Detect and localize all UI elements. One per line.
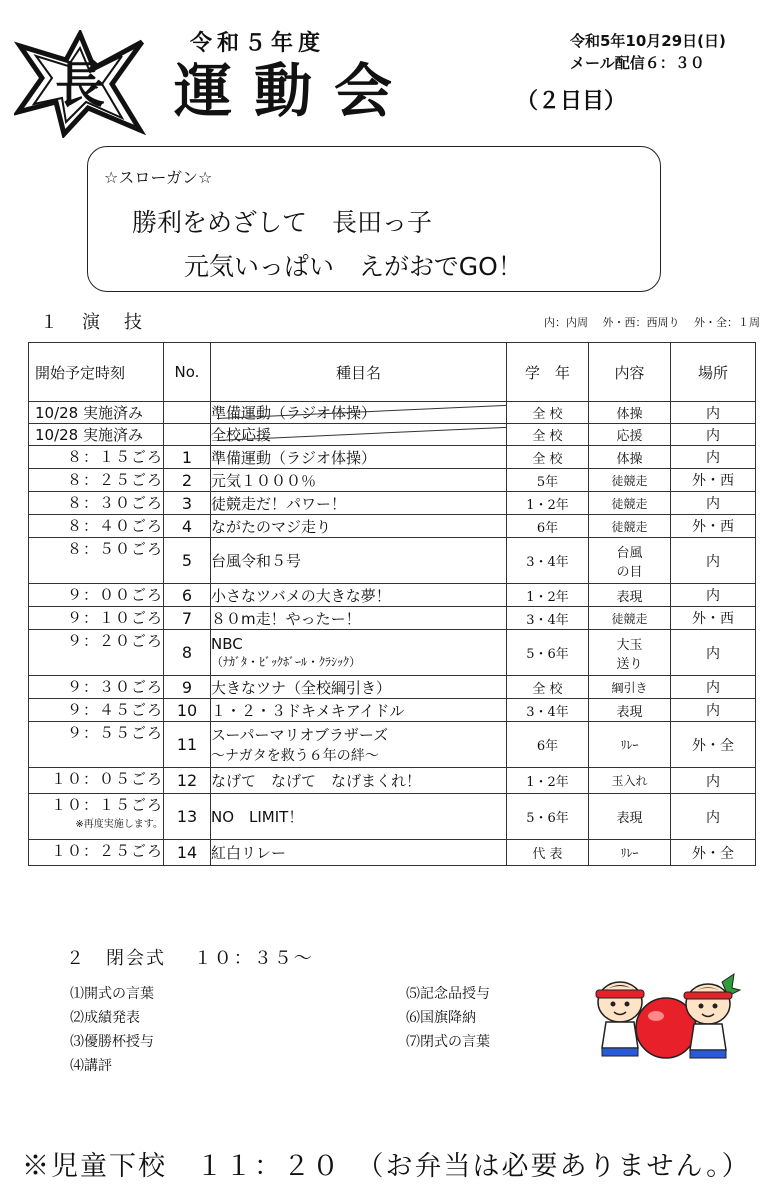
table-row xyxy=(29,768,756,794)
cell-event-name xyxy=(211,515,507,538)
cell-content xyxy=(589,584,671,607)
content-text: ﾘﾚｰ xyxy=(620,738,639,752)
table-row xyxy=(29,584,756,607)
cell-time xyxy=(29,699,164,722)
time-text: １０：１５ごろ xyxy=(50,796,163,814)
slogan-line-2: 元気いっぱい えがおでGO！ xyxy=(184,252,523,281)
header-content: 内容 xyxy=(589,343,671,402)
cell-content xyxy=(589,722,671,768)
section-2-title: ２ 閉会式 １０：３５～ xyxy=(66,948,314,969)
list-item: ⑸記念品授与 xyxy=(406,986,490,1002)
time-text: ９：００ごろ xyxy=(66,586,163,604)
cell-content xyxy=(589,492,671,515)
table-row xyxy=(29,424,756,446)
event-subtitle: ～ナガタを救う６年の絆～ xyxy=(211,748,379,764)
cell-place: 内 xyxy=(671,446,756,469)
cell-no: 12 xyxy=(164,768,211,794)
cell-content xyxy=(589,699,671,722)
cell-no xyxy=(164,424,211,446)
event-name: 紅白リレー xyxy=(211,844,287,862)
time-text: ９：２０ごろ xyxy=(66,632,163,650)
table-row xyxy=(29,607,756,630)
cell-no: 8 xyxy=(164,630,211,676)
cell-grade: 1・2年 xyxy=(507,584,589,607)
cell-no: 4 xyxy=(164,515,211,538)
cell-place: 内 xyxy=(671,424,756,446)
cell-place: 外・西 xyxy=(671,515,756,538)
mascot-illustration xyxy=(584,968,742,1068)
cell-no: 9 xyxy=(164,676,211,699)
cell-time xyxy=(29,424,164,446)
cell-grade: 6年 xyxy=(507,722,589,768)
event-name: NBC xyxy=(211,635,243,653)
cell-content xyxy=(589,676,671,699)
cell-place: 内 xyxy=(671,630,756,676)
content-text: 表現 xyxy=(616,589,643,605)
table-row xyxy=(29,794,756,840)
event-name: NO LIMIT！ xyxy=(211,808,304,826)
content-text-2: の目 xyxy=(616,564,643,580)
section-1-title: １ 演 技 xyxy=(40,312,145,333)
content-text: 表現 xyxy=(616,704,643,720)
content-text: 表現 xyxy=(616,811,643,826)
cell-event-name xyxy=(211,768,507,794)
event-name: 小さなツバメの大きな夢！ xyxy=(211,586,391,605)
cell-no: 7 xyxy=(164,607,211,630)
time-text: １０：２５ごろ xyxy=(50,842,163,860)
header-name: 種目名 xyxy=(211,343,507,402)
cell-event-name xyxy=(211,699,507,722)
list-item: ⑺閉式の言葉 xyxy=(406,1034,490,1050)
cell-no: 2 xyxy=(164,469,211,492)
time-text: ８：４０ごろ xyxy=(66,517,163,535)
cell-place: 内 xyxy=(671,676,756,699)
time-text: 10/28 実施済み xyxy=(35,426,143,444)
slogan-box xyxy=(87,146,661,292)
header-place: 場所 xyxy=(671,343,756,402)
time-text: ９：４５ごろ xyxy=(66,701,163,719)
cell-content xyxy=(589,630,671,676)
table-row xyxy=(29,630,756,676)
cell-grade: 全 校 xyxy=(507,424,589,446)
cell-event-name xyxy=(211,538,507,584)
content-text: 体操 xyxy=(616,451,643,467)
cell-time xyxy=(29,515,164,538)
cell-event-name xyxy=(211,492,507,515)
event-name: 徒競走だ！パワー！ xyxy=(211,494,347,513)
time-text: １０：０５ごろ xyxy=(50,770,163,788)
cell-content xyxy=(589,840,671,866)
table-row xyxy=(29,722,756,768)
cell-place: 内 xyxy=(671,768,756,794)
content-text-2: 送り xyxy=(616,656,643,672)
event-name: 元気１０００％ xyxy=(211,471,317,490)
program-table xyxy=(28,342,756,866)
time-text: ９：１０ごろ xyxy=(66,609,163,627)
list-item: ⑴開式の言葉 xyxy=(70,986,154,1002)
cell-grade: 5年 xyxy=(507,469,589,492)
header-grade: 学 年 xyxy=(507,343,589,402)
cell-event-name xyxy=(211,794,507,840)
closing-ceremony-list-left xyxy=(70,982,154,1078)
header-no: No. xyxy=(164,343,211,402)
table-row xyxy=(29,446,756,469)
cell-grade: 3・4年 xyxy=(507,607,589,630)
content-text: 大玉 xyxy=(616,637,643,653)
cell-place: 内 xyxy=(671,402,756,424)
mail-time: メール配信６：３０ xyxy=(570,54,705,72)
event-name: １・２・３ドキメキアイドル xyxy=(211,701,405,720)
cell-grade: 1・2年 xyxy=(507,492,589,515)
cell-no: 5 xyxy=(164,538,211,584)
event-name: ８０m走！やったー！ xyxy=(211,609,361,628)
list-item: ⑵成績発表 xyxy=(70,1010,140,1026)
cell-time xyxy=(29,402,164,424)
cell-no: 13 xyxy=(164,794,211,840)
table-row xyxy=(29,676,756,699)
slogan-line-1: 勝利をめざして 長田っ子 xyxy=(132,208,433,237)
content-text: 徒競走 xyxy=(611,519,648,534)
place-legend: 内：内周 外・西：西周り 外・全：１周 xyxy=(544,316,760,329)
cell-event-name xyxy=(211,840,507,866)
event-name: 準備運動（ラジオ体操） xyxy=(211,404,377,422)
event-name: 準備運動（ラジオ体操） xyxy=(211,448,377,467)
time-text: ８：５０ごろ xyxy=(66,540,163,558)
list-item: ⑹国旗降納 xyxy=(406,1010,476,1026)
table-row xyxy=(29,402,756,424)
cell-content xyxy=(589,469,671,492)
time-text: ８：２５ごろ xyxy=(66,471,163,489)
dismissal-notice: ※児童下校 １１：２０ （お弁当は必要ありません。） xyxy=(22,1151,751,1182)
cell-no xyxy=(164,402,211,424)
cell-place: 内 xyxy=(671,492,756,515)
content-text: 徒競走 xyxy=(611,496,648,511)
cell-time xyxy=(29,840,164,866)
cell-time xyxy=(29,584,164,607)
cell-content xyxy=(589,402,671,424)
time-text: ９：５５ごろ xyxy=(66,724,163,742)
cell-event-name xyxy=(211,630,507,676)
event-name: スーパーマリオブラザーズ xyxy=(211,726,389,744)
cell-time xyxy=(29,446,164,469)
cell-time xyxy=(29,676,164,699)
event-subtitle: （ﾅｶﾞﾀ・ﾋﾞｯｸﾎﾞｰﾙ・ｸﾗｼｯｸ） xyxy=(211,655,362,669)
cell-event-name xyxy=(211,676,507,699)
cell-content xyxy=(589,768,671,794)
cell-event-name xyxy=(211,424,507,446)
cell-content xyxy=(589,446,671,469)
cell-no: 14 xyxy=(164,840,211,866)
cell-time xyxy=(29,722,164,768)
cell-place: 内 xyxy=(671,699,756,722)
table-row xyxy=(29,840,756,866)
content-text: 玉入れ xyxy=(611,774,648,788)
cell-place: 内 xyxy=(671,794,756,840)
logo-char: 長 xyxy=(55,55,105,114)
cell-no: 1 xyxy=(164,446,211,469)
cell-place: 外・全 xyxy=(671,722,756,768)
cell-place: 外・西 xyxy=(671,469,756,492)
cell-event-name xyxy=(211,469,507,492)
cell-no: 11 xyxy=(164,722,211,768)
table-header-row xyxy=(29,343,756,402)
content-text: 台風 xyxy=(616,545,643,561)
table-row xyxy=(29,515,756,538)
content-text: 体操 xyxy=(616,407,643,422)
time-text: 10/28 実施済み xyxy=(35,404,143,422)
time-text: ８：３０ごろ xyxy=(66,494,163,512)
event-name: 全校応援 xyxy=(211,426,272,444)
cell-no: 10 xyxy=(164,699,211,722)
cell-no: 6 xyxy=(164,584,211,607)
cell-content xyxy=(589,424,671,446)
cell-no: 3 xyxy=(164,492,211,515)
cell-event-name xyxy=(211,402,507,424)
content-text: 応援 xyxy=(616,429,643,444)
cell-event-name xyxy=(211,607,507,630)
cell-time xyxy=(29,469,164,492)
table-row xyxy=(29,469,756,492)
content-text: 徒競走 xyxy=(611,611,648,626)
time-text: ８：１５ごろ xyxy=(66,448,163,466)
event-name: ながたのマジ走り xyxy=(211,517,332,536)
event-date: 令和5年10月29日(日) xyxy=(570,32,726,50)
cell-grade: 全 校 xyxy=(507,446,589,469)
cell-grade: 5・6年 xyxy=(507,630,589,676)
table-row xyxy=(29,492,756,515)
day-label: （２日目） xyxy=(516,89,627,114)
cell-event-name xyxy=(211,722,507,768)
time-text: ９：３０ごろ xyxy=(66,678,163,696)
cell-time xyxy=(29,538,164,584)
school-emblem-logo xyxy=(14,30,146,138)
cell-place: 内 xyxy=(671,584,756,607)
time-note: ※再度実施します。 xyxy=(75,819,163,830)
table-row xyxy=(29,538,756,584)
cell-content xyxy=(589,538,671,584)
cell-event-name xyxy=(211,584,507,607)
date-block xyxy=(570,30,726,74)
list-item: ⑶優勝杯授与 xyxy=(70,1034,154,1050)
cell-time xyxy=(29,794,164,840)
cell-grade: 3・4年 xyxy=(507,538,589,584)
cell-content xyxy=(589,794,671,840)
table-row xyxy=(29,699,756,722)
cell-place: 外・西 xyxy=(671,607,756,630)
cell-grade: 5・6年 xyxy=(507,794,589,840)
cell-grade: 全 校 xyxy=(507,676,589,699)
cell-content xyxy=(589,607,671,630)
closing-ceremony-list-right xyxy=(406,982,490,1054)
cell-event-name xyxy=(211,446,507,469)
header-time: 開始予定時刻 xyxy=(29,343,164,402)
cell-time xyxy=(29,492,164,515)
list-item: ⑷講評 xyxy=(70,1058,112,1074)
cell-time xyxy=(29,607,164,630)
cell-place: 内 xyxy=(671,538,756,584)
cell-grade: 6年 xyxy=(507,515,589,538)
cell-grade: 全 校 xyxy=(507,402,589,424)
cell-place: 外・全 xyxy=(671,840,756,866)
content-text: 徒競走 xyxy=(611,473,648,488)
cell-content xyxy=(589,515,671,538)
cell-grade: 1・2年 xyxy=(507,768,589,794)
event-name: 大きなツナ（全校綱引き） xyxy=(211,678,392,697)
content-text: ﾘﾚｰ xyxy=(620,846,639,860)
cell-time xyxy=(29,768,164,794)
content-text: 綱引き xyxy=(611,680,648,695)
page-title: 運動会 xyxy=(174,57,415,125)
event-name: 台風令和５号 xyxy=(211,552,302,570)
fiscal-year: 令和５年度 xyxy=(190,31,326,56)
cell-grade: 3・4年 xyxy=(507,699,589,722)
cell-time xyxy=(29,630,164,676)
cell-grade: 代 表 xyxy=(507,840,589,866)
event-name: なげて なげて なげまくれ！ xyxy=(211,772,422,790)
slogan-heading: ☆スローガン☆ xyxy=(104,168,213,187)
